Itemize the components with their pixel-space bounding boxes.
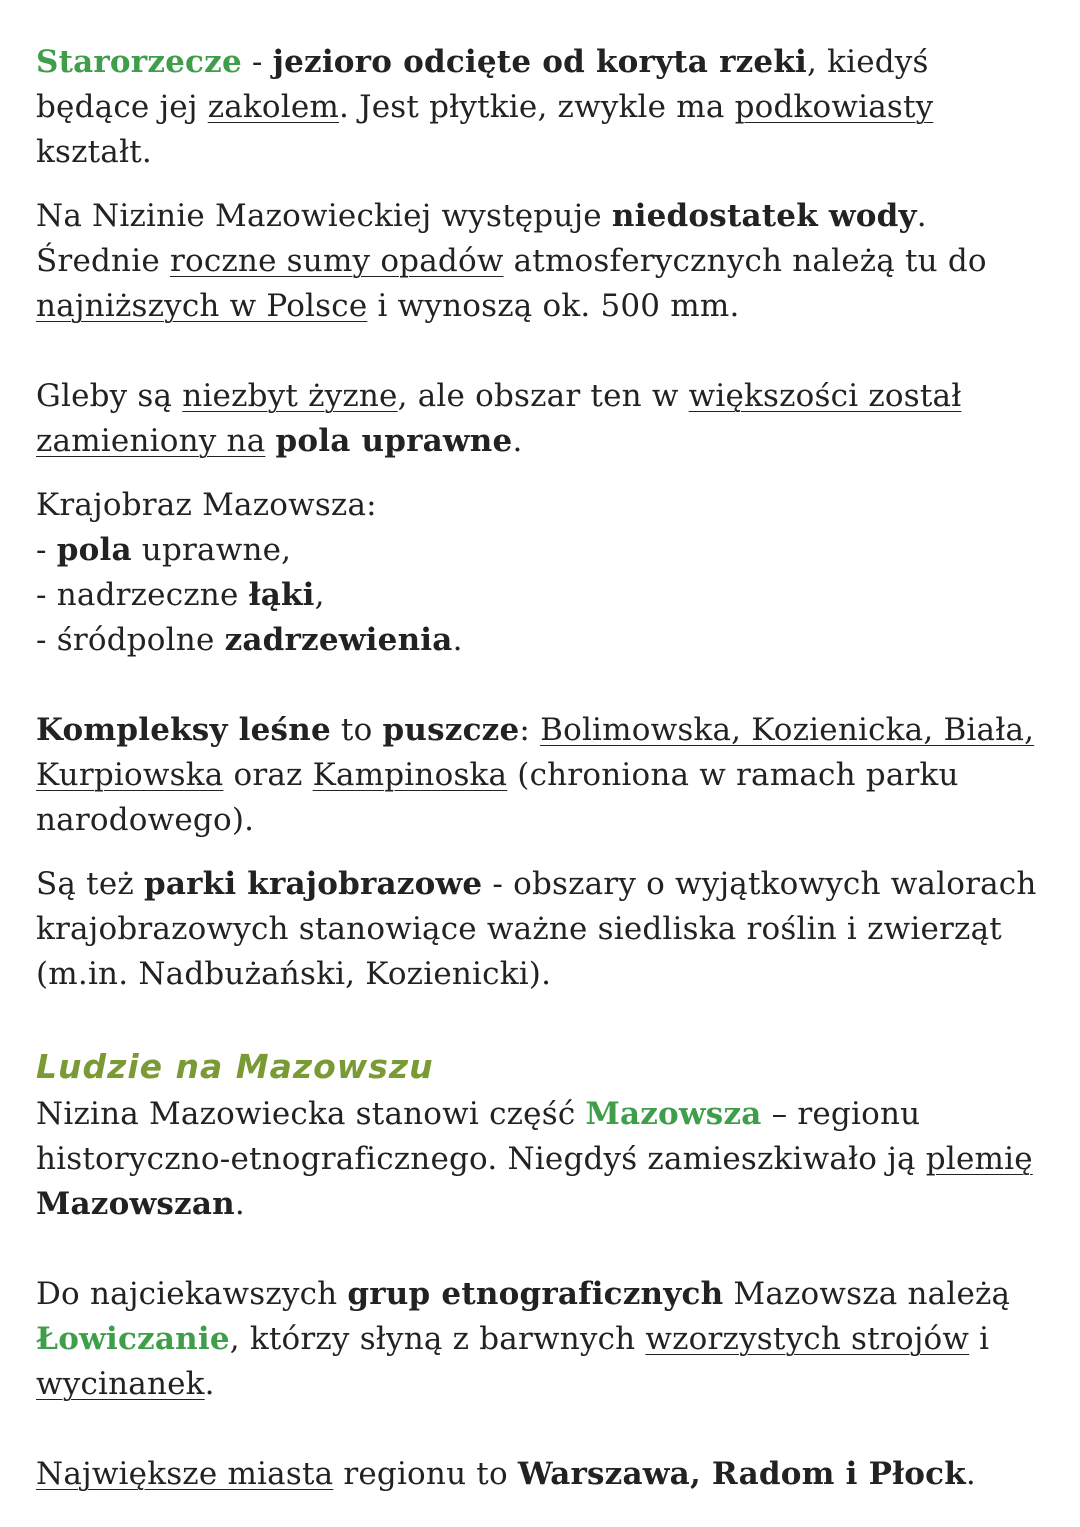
text-segment: Na Nizinie Mazowieckiej występuje (36, 198, 612, 234)
bold-kompleksy-lesne: Kompleksy leśne (36, 712, 331, 748)
text-segment: Gleby są (36, 378, 183, 414)
bold-zadrzewienia: zadrzewienia (224, 622, 453, 658)
bold-pola-uprawne: pola uprawne (275, 423, 513, 459)
spacer (36, 997, 1046, 1042)
text-segment: : (519, 712, 541, 748)
spacer (36, 1227, 1046, 1272)
text-segment: kształt. (36, 134, 152, 170)
text-segment: oraz (223, 757, 313, 793)
text-segment: atmosferycznych należą tu do (503, 243, 987, 279)
bold-miasta: Warszawa, Radom i Płock (517, 1456, 966, 1492)
text-segment: to (330, 712, 383, 748)
text-segment: . (204, 1366, 215, 1402)
underlined-niezbyt-zyzne: niezbyt żyzne (182, 378, 398, 414)
list-dash: - (36, 532, 57, 568)
text-segment: . (452, 622, 463, 658)
text-segment: uprawne, (131, 532, 292, 568)
spacer (36, 464, 1046, 483)
text-segment: , kiedyś będące jej (36, 44, 929, 125)
list-title: Krajobraz Mazowsza: (36, 487, 377, 523)
paragraph-miasta (36, 1452, 1046, 1497)
underlined-puszcze-list: Bolimowska, Kozienicka, Biała, Kurpiowska (36, 712, 1035, 793)
list-item (36, 528, 1046, 573)
list-item (36, 618, 1046, 663)
term-lowiczanie: Łowiczanie (36, 1321, 230, 1357)
text-segment: Do najciekawszych (36, 1276, 348, 1312)
text-segment: regionu to (333, 1456, 518, 1492)
underlined-zakolem: zakolem (207, 89, 340, 125)
text-segment: (chroniona w ramach parku narodowego). (36, 757, 959, 838)
text-segment: , ale obszar ten w (397, 378, 689, 414)
spacer (36, 175, 1046, 194)
text-segment (265, 423, 275, 459)
spacer (36, 329, 1046, 374)
bold-niedostatek-wody: niedostatek wody (611, 198, 917, 234)
text-segment: Nizina Mazowiecka stanowi część (36, 1096, 586, 1132)
spacer (36, 843, 1046, 862)
text-segment: . (965, 1456, 976, 1492)
underlined-plemie: plemię (925, 1141, 1033, 1177)
spacer (36, 663, 1046, 708)
list-krajobraz (36, 483, 1046, 663)
underlined-podkowiasty: podkowiasty (734, 89, 934, 125)
text-segment: - obszary o wyjątkowych walorach krajobrazowych stanowiące ważne siedliska roślin i zwierząt (m.in. Nadbużański, Kozienicki). (36, 866, 1037, 992)
underlined-wycinanek: wycinanek (36, 1366, 205, 1402)
underlined-kampinoska: Kampinoska (312, 757, 508, 793)
text-segment: – regionu historyczno-etnograficznego. Niegdyś zamieszkiwało ją (36, 1096, 926, 1177)
term-mazowsza: Mazowsza (585, 1096, 762, 1132)
underlined-wzorzystych-strojow: wzorzystych strojów (645, 1321, 970, 1357)
bold-parki-krajobrazowe: parki krajobrazowe (143, 866, 483, 902)
list-item (36, 573, 1046, 618)
spacer (36, 1407, 1046, 1452)
bold-mazowszan: Mazowszan (36, 1186, 235, 1222)
paragraph-grupy (36, 1272, 1046, 1407)
text-segment: Są też (36, 866, 144, 902)
bold-pola: pola (56, 532, 132, 568)
text-segment: . (512, 423, 523, 459)
bold-definition: jezioro odcięte od koryta rzeki (272, 44, 807, 80)
text-segment: - nadrzeczne (36, 577, 249, 613)
paragraph-parki (36, 862, 1046, 997)
bold-puszcze: puszcze (382, 712, 520, 748)
text-segment: , którzy słyną z barwnych (229, 1321, 646, 1357)
paragraph-gleby (36, 374, 1046, 464)
bold-grup-etnograficznych: grup etnograficznych (347, 1276, 724, 1312)
text-segment: Mazowsza należą (723, 1276, 1011, 1312)
text-segment: - (241, 44, 273, 80)
underlined-najnizszych: najniższych w Polsce (36, 288, 368, 324)
paragraph-starorzecze (36, 40, 1046, 175)
section-heading: Ludzie na Mazowszu (36, 1047, 434, 1086)
document-page (36, 40, 1046, 1497)
underlined-roczne-sumy: roczne sumy opadów (169, 243, 504, 279)
paragraph-nizina (36, 1092, 1046, 1227)
text-segment: . Średnie (36, 198, 927, 279)
text-segment: . Jest płytkie, zwykle ma (339, 89, 735, 125)
underlined-wiekszosci: większości został zamieniony na (36, 378, 962, 459)
text-segment: - śródpolne (36, 622, 225, 658)
text-segment: . (234, 1186, 245, 1222)
underlined-najwieksze-miasta: Największe miasta (36, 1456, 334, 1492)
paragraph-kompleksy (36, 708, 1046, 843)
term-starorzecze: Starorzecze (36, 44, 242, 80)
paragraph-woda (36, 194, 1046, 329)
bold-laki: łąki (248, 577, 315, 613)
text-segment: i (969, 1321, 990, 1357)
text-segment: i wynoszą ok. 500 mm. (367, 288, 740, 324)
text-segment: , (314, 577, 325, 613)
